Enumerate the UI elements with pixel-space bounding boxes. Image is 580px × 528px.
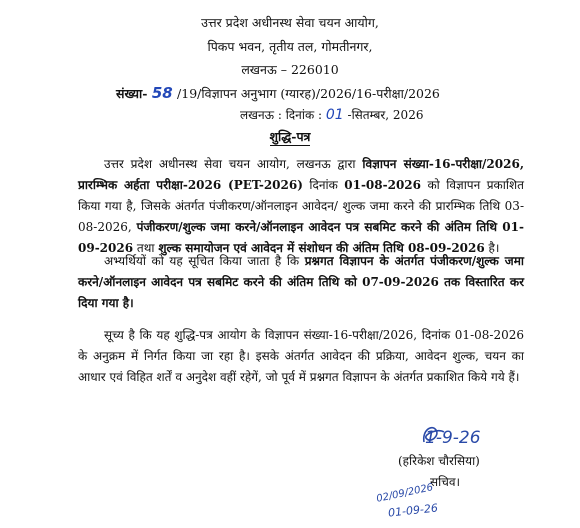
ref-suffix: /19/विज्ञापन अनुभाग (ग्यारह)/2026/16-परीक्षा/2026 bbox=[177, 86, 440, 101]
signature-mark bbox=[418, 422, 448, 448]
ref-prefix: संख्या- bbox=[116, 86, 148, 101]
reference-number bbox=[116, 84, 440, 102]
date-handwritten: 01 bbox=[325, 107, 344, 123]
signatory-name: (हरिकेश चौरसिया) bbox=[398, 454, 480, 468]
ref-handwritten-number: 58 bbox=[151, 84, 173, 102]
paragraph-notification: उत्तर प्रदेश अधीनस्थ सेवा चयन आयोग, लखनऊ द्वारा विज्ञापन संख्या-16-परीक्षा/2026, प्रारम्भिक अर्हता परीक्षा-2026 (PET-2026) दिनांक 01-08-2026 को विज्ञापन प्रकाशित किया गया है, जिसके अंतर्गत पंजीकरण/ऑनलाइन आवेदन/ शुल्क जमा करने की प्रारम्भिक तिथि 03-08-2026, पंजीकरण/शुल्क जमा करने/ऑनलाइन आवेदन पत्र सबमिट करने की अंतिम तिथि 01-09-2026 तथा शुल्क समायोजन एवं आवेदन में संशोधन की अंतिम तिथि 08-09-2026 है। bbox=[78, 157, 524, 255]
signatory-designation: सचिव। bbox=[430, 475, 461, 489]
date-prefix: लखनऊ : दिनांक : bbox=[240, 108, 323, 122]
org-city: लखनऊ – 226010 bbox=[241, 62, 339, 77]
paragraph-extension: अभ्यर्थियों को यह सूचित किया जाता है कि प्रश्नगत विज्ञापन के अंतर्गत पंजीकरण/शुल्क जमा करने/ऑनलाइन आवेदन पत्र सबमिट करने की अंतिम तिथि को 07-09-2026 तक विस्तारित कर दिया गया है। bbox=[78, 254, 524, 310]
handwritten-note-top: 02/09/2026 bbox=[375, 482, 435, 505]
date-suffix: -सितम्बर, 2026 bbox=[347, 108, 424, 122]
paragraph-clarification: सूच्य है कि यह शुद्धि-पत्र आयोग के विज्ञापन संख्या-16-परीक्षा/2026, दिनांक 01-08-2026 के अनुक्रम में निर्गत किया जा रहा है। इसके अंतर्गत आवेदन की प्रक्रिया, आवेदन शुल्क, चयन का आधार एवं विहित शर्तें व अनुदेश वहीं रहेगें, जो पूर्व में प्रश्नगत विज्ञापन के अंतर्गत प्रकाशित किये गये हैं। bbox=[78, 328, 524, 384]
issue-date bbox=[240, 106, 423, 123]
signature-handwritten-date: 1-9-26 bbox=[425, 428, 481, 448]
org-name: उत्तर प्रदेश अधीनस्थ सेवा चयन आयोग, bbox=[201, 15, 379, 30]
org-address: पिकप भवन, तृतीय तल, गोमतीनगर, bbox=[207, 39, 373, 54]
handwritten-note-bottom: 01-09-26 bbox=[387, 501, 439, 520]
document-title: शुद्धि-पत्र bbox=[269, 129, 311, 144]
